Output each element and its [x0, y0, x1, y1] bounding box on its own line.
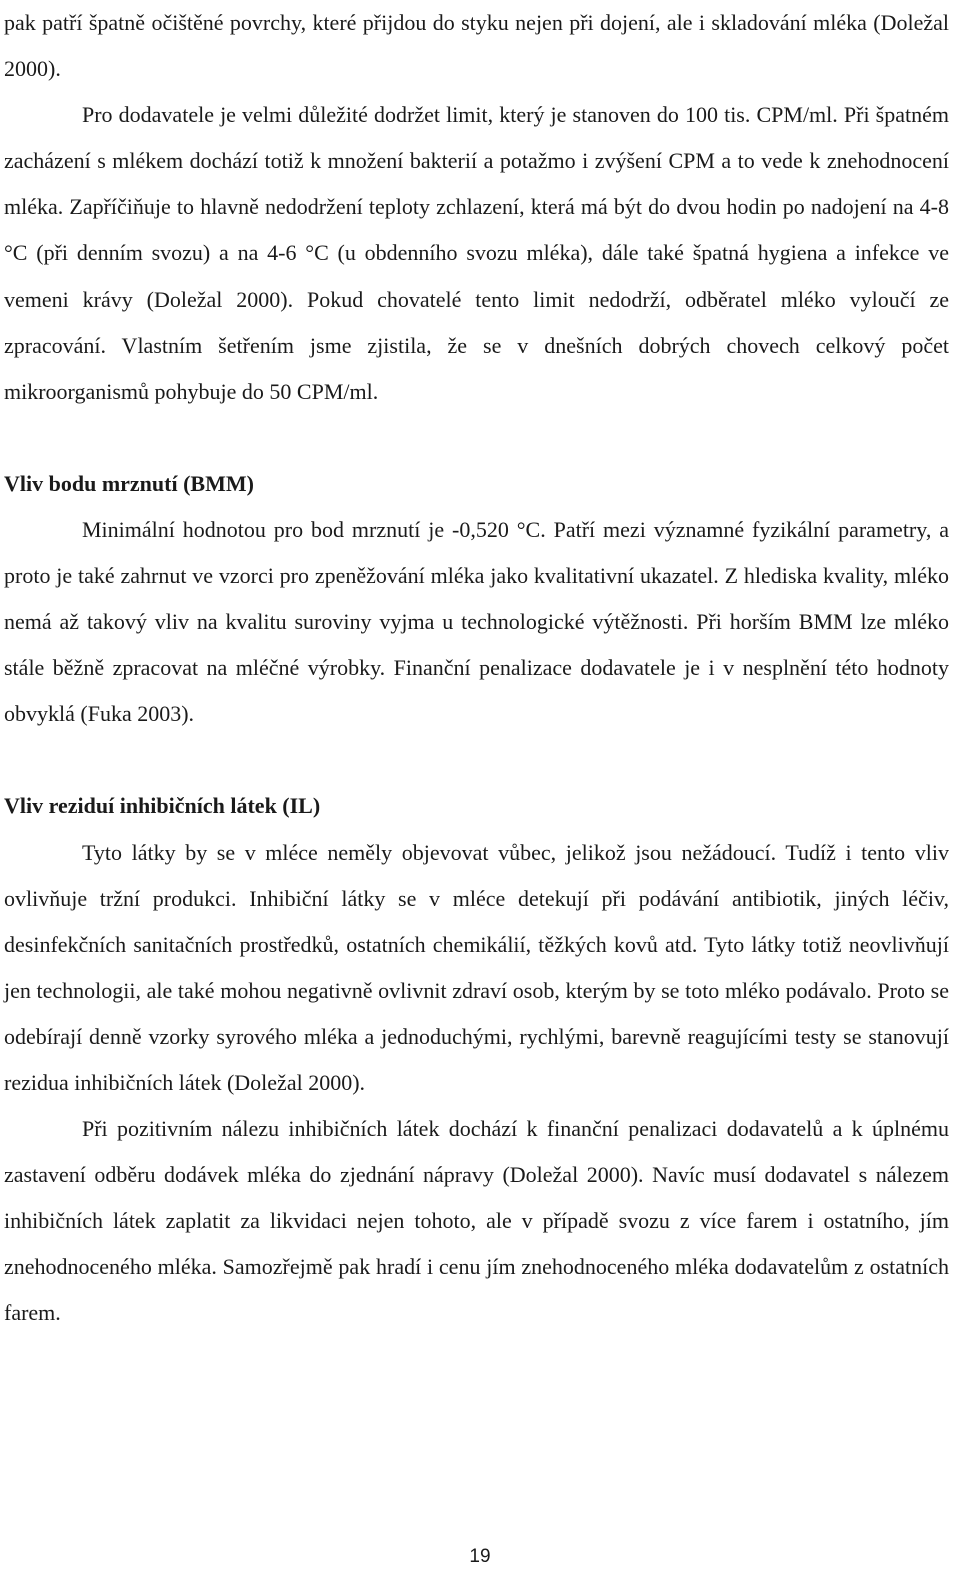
- paragraph-freezing-point: Minimální hodnotou pro bod mrznutí je -0,520 °C. Patří mezi významné fyzikální parametry, a proto je také zahrnut ve vzorci pro zpeněžování mléka jako kvalitativní ukazatel. Z hlediska kvality, mléko nemá až takový vliv na kvalitu suroviny vyjma u technologické výtěžnosti. Při horším BMM lze mléko stále běžně zpracovat na mléčné výrobky. Finanční penalizace dodavatele je i v nesplnění této hodnoty obvyklá (Fuka 2003).: [4, 516, 949, 727]
- heading-freezing-point: Vliv bodu mrznutí (BMM): [4, 470, 254, 496]
- page-number: 19: [469, 1546, 491, 1567]
- document-page: [4, 0, 949, 1337]
- paragraph-cpm-limit: Pro dodavatele je velmi důležité dodržet limit, který je stanoven do 100 tis. CPM/ml. Při špatném zacházení s mlékem dochází totiž k množení bakterií a potažmo i zvýšení CPM a to vede k znehodnocení mléka. Zapříčiňuje to hlavně nedodržení teploty zchlazení, která má být do dvou hodin po nadojení na 4-8 °C (při denním svozu) a na 4-6 °C (u obdenního svozu mléka), dále také špatná hygiena a infekce ve vemeni krávy (Doležal 2000). Pokud chovatelé tento limit nedodrží, odběratel mléko vyloučí ze zpracování. Vlastním šetřením jsme zjistila, že se v dnešních dobrých chovech celkový počet mikroorganismů pohybuje do 50 CPM/ml.: [4, 102, 949, 404]
- heading-inhibitory-residues: Vliv reziduí inhibičních látek (IL): [4, 793, 321, 819]
- paragraph-penalization: Při pozitivním nálezu inhibičních látek dochází k finanční penalizaci dodavatelů a k úplnému zastavení odběru dodávek mléka do zjednání nápravy (Doležal 2000). Navíc musí dodavatel s nálezem inhibičních látek zaplatit za likvidaci nejen tohoto, ale v případě svozu z více farem i ostatního, jím znehodnoceného mléka. Samozřejmě pak hradí i cenu jím znehodnoceného mléka dodavatelům z ostatních farem.: [4, 1116, 949, 1326]
- paragraph-continuation: pak patří špatně očištěné povrchy, které přijdou do styku nejen při dojení, ale i skladování mléka (Doležal 2000).: [4, 10, 949, 82]
- paragraph-inhibitory-substances: Tyto látky by se v mléce neměly objevovat vůbec, jelikož jsou nežádoucí. Tudíž i tento vliv ovlivňuje tržní produkci. Inhibiční látky se v mléce detekují při podávání antibiotik, jiných léčiv, desinfekčních sanitačních prostředků, ostatních chemikálií, těžkých kovů atd. Tyto látky totiž neovlivňují jen technologii, ale také mohou negativně ovlivnit zdraví osob, kterým by se toto mléko podávalo. Proto se odebírají denně vzorky syrového mléka a jednoduchými, rychlými, barevně reagujícími testy se stanovují rezidua inhibičních látek (Doležal 2000).: [4, 839, 949, 1095]
